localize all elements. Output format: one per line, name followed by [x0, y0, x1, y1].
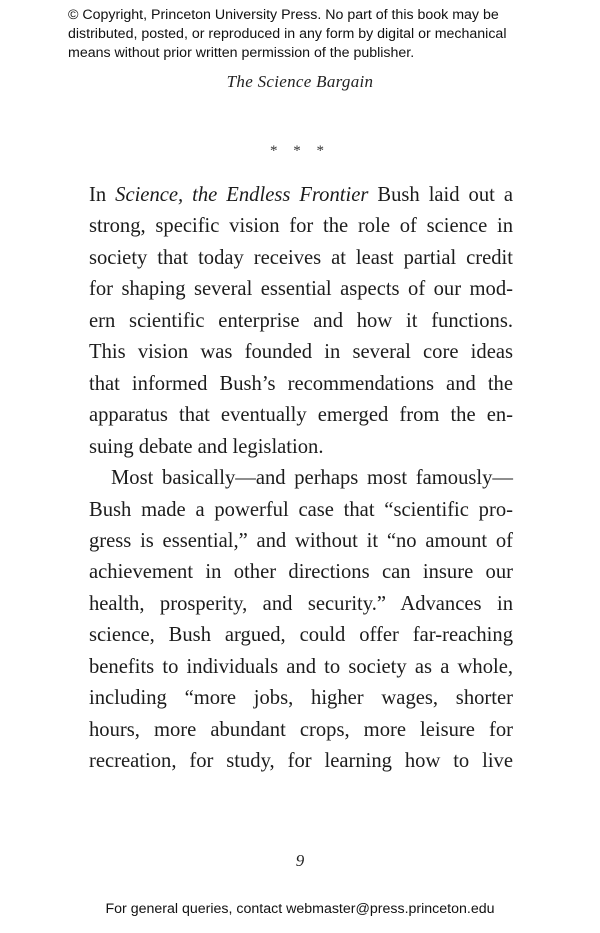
copyright-notice — [68, 6, 548, 63]
text-line: hours, more abundant crops, more leisure for — [89, 718, 513, 741]
running-head: The Science Bargain — [226, 72, 374, 91]
section-break: * * * — [270, 143, 330, 159]
text-line: society that today receives at least partial credit — [89, 246, 513, 269]
text-line: benefits to individuals and to society as a whole, — [89, 655, 513, 678]
text-line: Most basically—and perhaps most famously— — [111, 467, 513, 490]
text-line: science, Bush argued, could offer far-reaching — [89, 624, 513, 647]
text-fragment: Bush laid out a — [368, 184, 513, 206]
copyright-line: © Copyright, Princeton University Press. No part of this book may be — [68, 7, 499, 23]
text-line: recreation, for study, for learning how to live — [89, 750, 513, 773]
text-fragment: In — [89, 184, 116, 206]
paragraph — [89, 463, 513, 778]
text-line: for shaping several essential aspects of our mod- — [89, 278, 513, 301]
text-line: ern scientific enterprise and how it functions. — [89, 309, 513, 332]
text-line: health, prosperity, and security.” Advances in — [89, 592, 513, 615]
text-line: that informed Bush’s recommendations and the — [89, 372, 513, 395]
text-line: achievement in other directions can insure our — [89, 561, 513, 584]
book-title: Science, the Endless Frontier — [115, 184, 369, 206]
text-line: suing debate and legislation. — [89, 435, 324, 458]
text-line: Bush made a powerful case that “scientific pro- — [89, 498, 513, 521]
text-line: including “more jobs, higher wages, shorter — [89, 687, 513, 710]
text-line: strong, specific vision for the role of science in — [89, 215, 513, 238]
copyright-line: distributed, posted, or reproduced in any form by digital or mechanical — [68, 26, 507, 42]
text-line: This vision was founded in several core ideas — [89, 341, 513, 364]
page-number: 9 — [295, 851, 305, 870]
body-text — [89, 180, 513, 778]
footer-contact: For general queries, contact webmaster@press.princeton.edu — [105, 901, 495, 917]
copyright-line: means without prior written permission of the publisher. — [68, 45, 415, 61]
text-line — [89, 180, 513, 211]
paragraph — [89, 180, 513, 463]
text-line: gress is essential,” and without it “no amount of — [89, 529, 513, 552]
text-line: apparatus that eventually emerged from the en- — [89, 404, 513, 427]
